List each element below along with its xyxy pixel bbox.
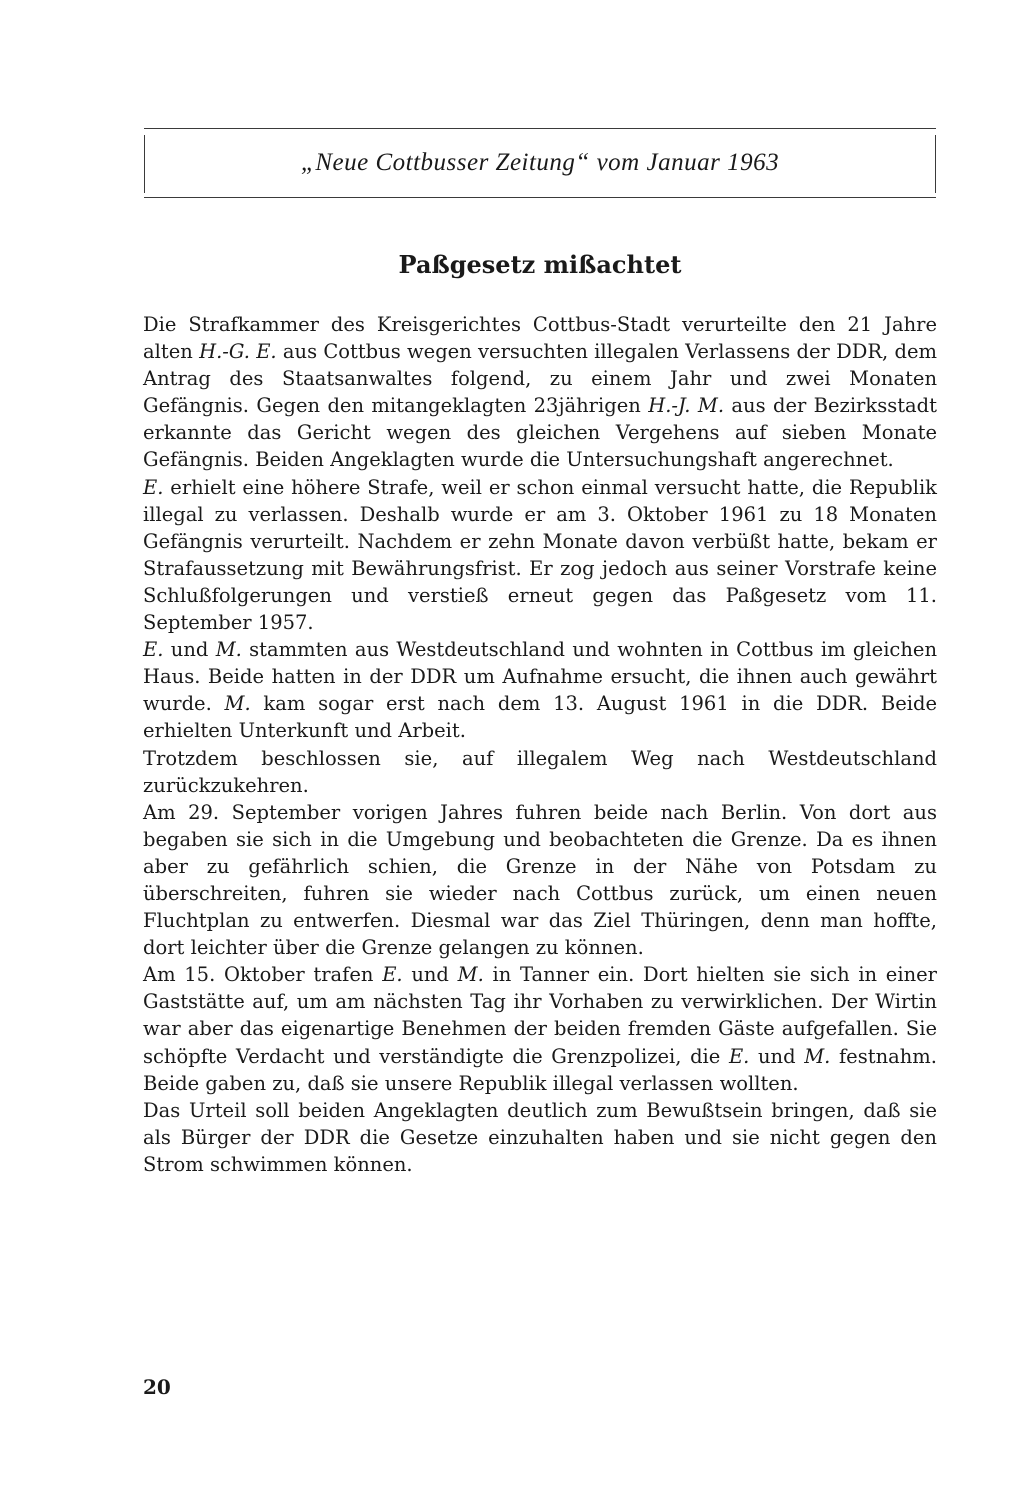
person-initials: H.-J. M. [648, 394, 725, 418]
article-paragraph [143, 636, 937, 744]
article-paragraph [143, 1097, 937, 1178]
source-box [144, 128, 936, 198]
paragraph-text: festnahm. Beide gaben zu, daß sie unsere Republik illegal verlassen wollten. [143, 1044, 937, 1095]
paragraph-text: aus Cottbus wegen versuchten illegalen Verlassens der DDR, dem Antrag des Staatsanwaltes folgend, zu einem Jahr und zwei Monaten Gefängnis. Gegen den mitangeklagten 23jährigen [143, 340, 937, 418]
person-initials: E. [382, 963, 403, 987]
article-paragraph [143, 745, 937, 799]
paragraph-text: kam sogar erst nach dem 13. August 1961 in die DDR. Beide erhielten Unterkunft und Arbeit. [143, 692, 937, 743]
page-number: 20 [143, 1375, 171, 1399]
article-headline: Paßgesetz mißachtet [398, 250, 682, 279]
paragraph-text: und [402, 963, 458, 987]
source-citation: „Neue Cottbusser Zeitung“ vom Januar 1963 [300, 149, 780, 176]
paragraph-text: Am 29. September vorigen Jahres fuhren beide nach Berlin. Von dort aus begaben sie sich in die Umgebung und beobachteten die Grenze. Da es ihnen aber zu gefährlich schien, die Grenze in der Nähe von Potsdam zu überschreiten, fuhren sie wieder nach Cottbus zurück, um einen neuen Fluchtplan zu entwerfen. Diesmal war das Ziel Thüringen, denn man hoffte, dort leichter über die Grenze gelangen zu können. [143, 800, 937, 960]
article-paragraph [143, 961, 937, 1096]
article-paragraph [143, 799, 937, 962]
paragraph-text: und [749, 1044, 805, 1068]
person-initials: H.-G. E. [199, 340, 277, 364]
article-paragraph [143, 311, 937, 474]
person-initials: M. [215, 638, 242, 662]
paragraph-text: Trotzdem beschlossen sie, auf illegalem Weg nach Westdeutschland zurückzukehren. [143, 746, 937, 797]
person-initials: E. [143, 638, 164, 662]
paragraph-text: aus der Bezirksstadt erkannte das Gericht wegen des gleichen Vergehens auf sieben Monate Gefängnis. Beiden Angeklagten wurde die Untersuchungshaft angerechnet. [143, 394, 937, 472]
paragraph-text: Die Strafkammer des Kreisgerichtes Cottbus-Stadt verurteilte den 21 Jahre alten [143, 313, 937, 364]
paragraph-text: Am 15. Oktober trafen [143, 963, 383, 987]
person-initials: E. [728, 1044, 750, 1068]
person-initials: E. [143, 475, 164, 499]
paragraph-text: Das Urteil soll beiden Angeklagten deutlich zum Bewußtsein bringen, daß sie als Bürger der DDR die Gesetze einzuhalten haben und sie nicht gegen den Strom schwimmen können. [143, 1098, 937, 1176]
person-initials: M. [224, 692, 251, 716]
paragraph-text: und [163, 638, 216, 662]
paragraph-text: stammten aus Westdeutschland und wohnten in Cottbus im gleichen Haus. Beide hatten in der DDR um Aufnahme ersucht, die ihnen auch gewährt wurde. [143, 638, 938, 716]
person-initials: M. [804, 1044, 831, 1068]
paragraph-text: in Tanner ein. Dort hielten sie sich in einer Gaststätte auf, um am nächsten Tag ihr Vorhaben zu verwirklichen. Der Wirtin war aber das eigenartige Benehmen der beiden fremden Gäste aufgefallen. Sie schöpfte Verdacht und verständigte die Grenzpolizei, die [143, 963, 938, 1068]
paragraph-text: erhielt eine höhere Strafe, weil er schon einmal versucht hatte, die Republik illegal zu verlassen. Deshalb wurde er am 3. Oktober 1961 zu 18 Monaten Gefängnis verurteilt. Nachdem er zehn Monate davon verbüßt hatte, bekam er Strafaussetzung mit Bewährungsfrist. Er zog jedoch aus seiner Vorstrafe keine Schlußfolgerungen und verstieß erneut gegen das Paßgesetz vom 11. September 1957. [143, 475, 937, 635]
article-paragraph [143, 474, 937, 637]
person-initials: M. [457, 963, 484, 987]
article-body [143, 311, 937, 1178]
